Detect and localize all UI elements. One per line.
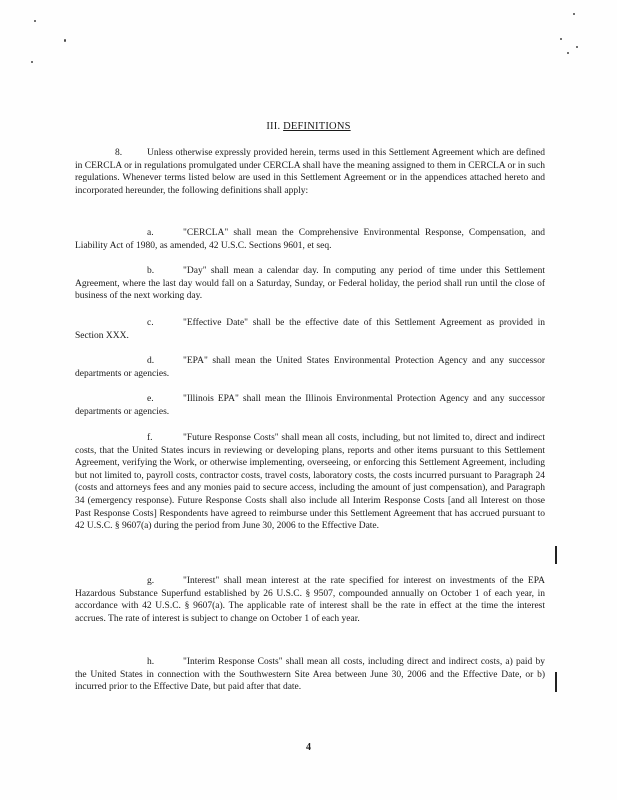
definition-label: a.: [147, 228, 154, 238]
definition-item: [75, 656, 545, 694]
definition-text: "Interest" shall mean interest at the rate specified for interest on investments of the EPA Hazardous Substance Superfund established by 26 U.S.C. § 9507, compounded annually on October 1 of each year, in accordance with 42 U.S.C. § 9607(a). The applicable rate of interest shall be the rate in effect at the time the interest accrues. The rate of interest is subject to change on October 1 of each year.: [75, 576, 545, 624]
definition-label: h.: [147, 657, 155, 667]
definition-item: [75, 265, 545, 303]
definition-text: "Future Response Costs" shall mean all costs, including, but not limited to, direct and indirect costs, that the United States incurs in reviewing or developing plans, reports and other items pursuant to this Settlement Agreement, verifying the Work, or otherwise implementing, overseeing, or enforcing this Settlement Agreement, including but not limited to, payroll costs, contractor costs, travel costs, laboratory costs, the costs incurred pursuant to Paragraph 24 (costs and attorneys fees and any monies paid to secure access, including the amount of just compensation), and Paragraph 34 (emergency response). Future Response Costs shall also include all Interim Response Costs [and all Interest on those Past Response Costs] Respondents have agreed to reimburse under this Settlement Agreement that has accrued pursuant to 42 U.S.C. § 9607(a) during the period from June 30, 2006 to the Effective Date.: [75, 433, 545, 532]
scan-speck: [567, 52, 569, 54]
definition-text: "Interim Response Costs" shall mean all costs, including direct and indirect costs, a) paid by the United States in connection with the Southwestern Site Area between June 30, 2006 and the Effective Date, or b) incurred prior to the Effective Date, but paid after that date.: [75, 657, 545, 693]
definition-label: d.: [147, 356, 155, 366]
scan-speck: [64, 39, 66, 42]
definition-item: [75, 575, 545, 625]
paragraph-text: Unless otherwise expressly provided herein, terms used in this Settlement Agreement which are defined in CERCLA or in regulations promulgated under CERCLA shall have the meaning assigned to them in CERCLA or in such regulations. Whenever terms listed below are used in this Settlement Agreement or in the appendices attached hereto and incorporated hereunder, the following definitions shall apply:: [75, 148, 545, 196]
definition-text: "EPA" shall mean the United States Environmental Protection Agency and any successor departments or agencies.: [75, 356, 545, 379]
definition-label: e.: [147, 394, 154, 404]
section-heading: [0, 121, 617, 132]
definition-item: [75, 317, 545, 342]
definition-item: [75, 432, 545, 533]
intro-paragraph: [75, 147, 545, 197]
scan-speck: [34, 20, 36, 22]
definition-text: "Illinois EPA" shall mean the Illinois Environmental Protection Agency and any successor departments or agencies.: [75, 394, 545, 417]
definition-label: f.: [147, 433, 153, 443]
definition-label: b.: [147, 266, 155, 276]
definition-text: "Day" shall mean a calendar day. In computing any period of time under this Settlement Agreement, where the last day would fall on a Saturday, Sunday, or Federal holiday, the period shall run until the close of business of the next working day.: [75, 266, 545, 302]
margin-mark: [555, 672, 557, 692]
scan-speck: [31, 61, 33, 63]
scan-speck: [560, 38, 562, 40]
page-number: 4: [306, 742, 311, 753]
definition-text: "Effective Date" shall be the effective date of this Settlement Agreement as provided in Section XXX.: [75, 318, 545, 341]
definition-label: g.: [147, 576, 155, 586]
margin-mark: [555, 546, 557, 564]
scan-speck: [576, 46, 578, 48]
definition-label: c.: [147, 318, 154, 328]
definition-item: [75, 393, 545, 418]
definition-item: [75, 355, 545, 380]
section-number: III.: [266, 121, 281, 132]
definition-text: "CERCLA" shall mean the Comprehensive Environmental Response, Compensation, and Liability Act of 1980, as amended, 42 U.S.C. Sections 9601, et seq.: [75, 228, 545, 251]
paragraph-number: 8.: [115, 148, 123, 158]
scan-speck: [573, 13, 575, 15]
section-title: DEFINITIONS: [283, 121, 351, 132]
definition-item: [75, 227, 545, 252]
